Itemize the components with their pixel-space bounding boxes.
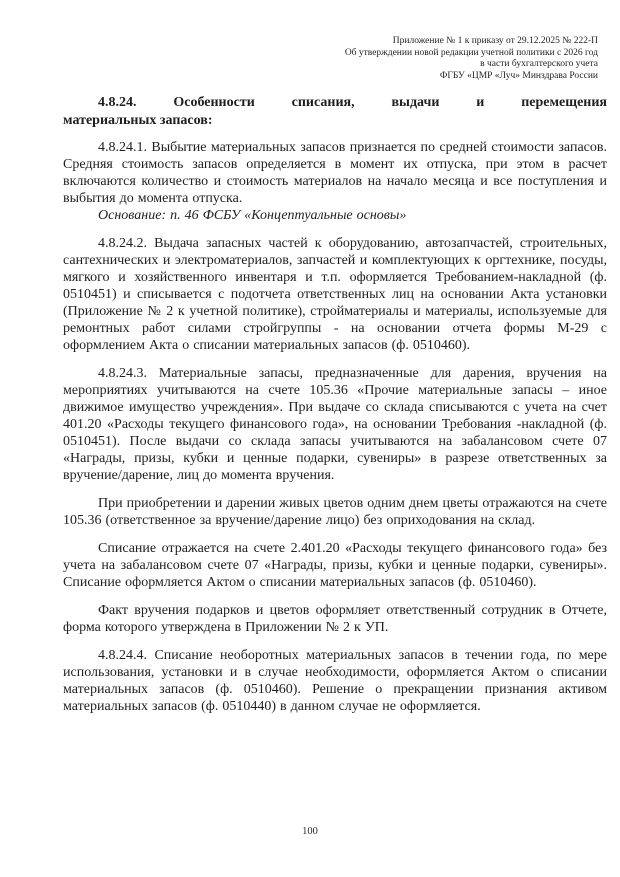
document-header [63, 36, 607, 82]
page-number: 100 [302, 826, 318, 837]
header-line: Об утверждении новой редакции учетной политики с 2026 год [344, 47, 598, 58]
paragraph-4-8-24-1: 4.8.24.1. Выбытие материальных запасов признается по средней стоимости запасов. Средняя стоимость запасов определяется в момент их отпуска, при этом в расчет включаются количество и стоимость материалов на начало месяца и все поступления и выбытия до момента отпуска. [63, 140, 607, 206]
paragraph-4-8-24-4: 4.8.24.4. Списание необоротных материальных запасов в течении года, по мере использования, установки и в случае необходимости, оформляется Актом о списании материальных запасов (ф. 0510460). Решение о прекращении признания активом материальных запасов (ф. 0510440) в данном случае не оформляется. [63, 648, 607, 714]
paragraph-4-8-24-3: 4.8.24.3. Материальные запасы, предназначенные для дарения, вручения на мероприятиях учитываются на счете 105.36 «Прочие материальные запасы – иное движимое имущество учреждения». При выдаче со склада списываются с учета на счет 401.20 «Расходы текущего финансового года», на основании Требования -накладной (ф. 0510451). После выдачи со склада запасы учитываются на забалансовом счете 07 «Награды, призы, кубки и ценные подарки, сувениры» в разрезе ответственных за вручение/дарение, лиц до момента вручения. [63, 366, 607, 483]
header-line: ФГБУ «ЦМР «Луч» Минздрава России [439, 70, 598, 81]
header-line: в части бухгалтерского учета [480, 59, 598, 69]
paragraph-gift-report: Факт вручения подарков и цветов оформляет ответственный сотрудник в Отчете, форма которого утверждена в Приложении № 2 к УП. [63, 603, 607, 635]
paragraph-4-8-24-2: 4.8.24.2. Выдача запасных частей к оборудованию, автозапчастей, строительных, сантехнических и электроматериалов, запчастей и комплектующих к оргтехнике, посуды, мягкого и хозяйственного инвентаря и т.п. оформляется Требованием-накладной (ф. 0510451) и списывается с подотчета ответственных лиц на основании Акта установки (Приложение № 2 к учетной политике), стройматериалы и материалы, используемые для ремонтных работ силами стройгруппы - на основании отчета формы М-29 с оформлением Акта о списании материальных запасов (ф. 0510460). [63, 236, 607, 353]
section-heading-line2: материальных запасов: [63, 112, 213, 128]
paragraph-write-off: Списание отражается на счете 2.401.20 «Расходы текущего финансового года» без учета на забалансовом счете 07 «Награды, призы, кубки и ценные подарки, сувениры». Списание оформляется Актом о списании материальных запасов (ф. 0510460). [63, 541, 607, 590]
basis-note: Основание: п. 46 ФСБУ «Концептуальные основы» [98, 208, 407, 223]
section-heading-line1: 4.8.24. Особенности списания, выдачи и перемещения [98, 95, 607, 110]
section-heading [63, 94, 607, 129]
header-line: Приложение № 1 к приказу от 29.12.2025 № 222-П [392, 36, 598, 46]
paragraph-flowers: При приобретении и дарении живых цветов одним днем цветы отражаются на счете 105.36 (ответственное за вручение/дарение лицо) без оприходования на склад. [63, 496, 607, 528]
